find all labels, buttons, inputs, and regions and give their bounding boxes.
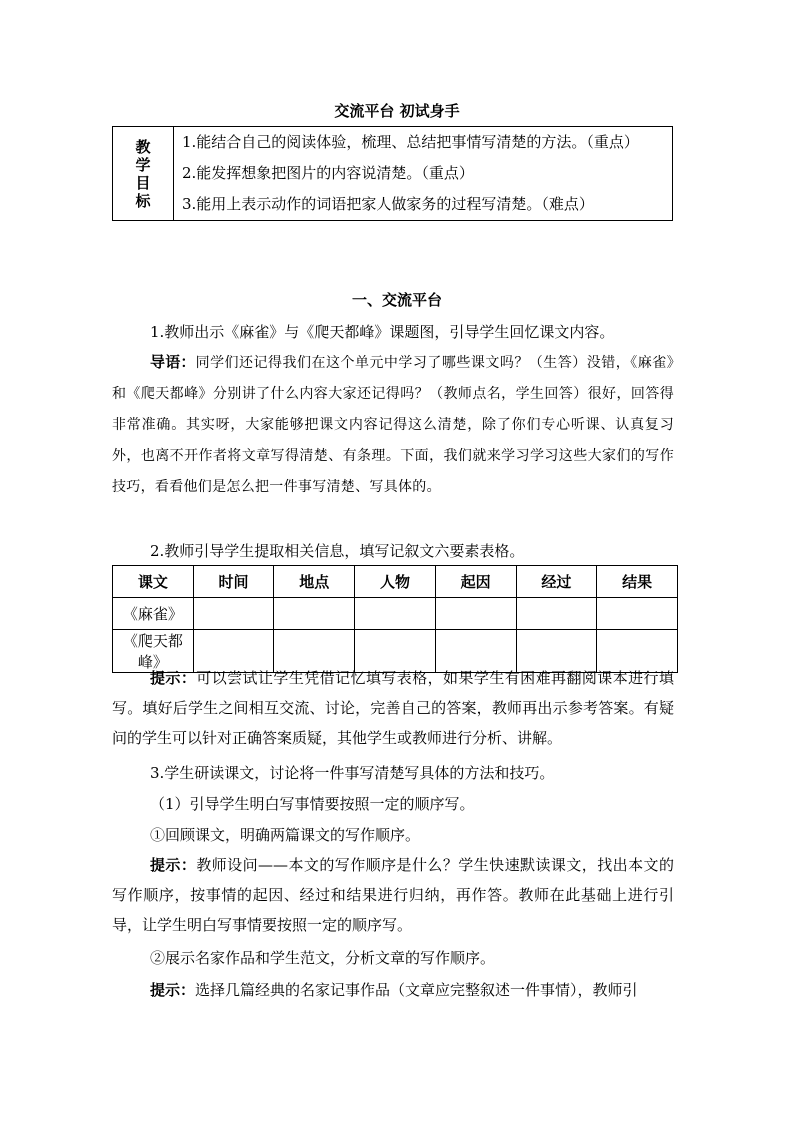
sub-step-1: （1）引导学生明白写事情要按照一定的顺序写。 [150, 795, 475, 813]
intro-paragraph [112, 347, 674, 502]
objectives-label: 教 学 目 标 [113, 127, 174, 221]
table-header: 结果 [597, 566, 678, 598]
step-1: 1.教师出示《麻雀》与《爬天都峰》课题图，引导学生回忆课文内容。 [150, 323, 615, 341]
table-cell [597, 598, 678, 630]
tip-label: 提示： [150, 981, 196, 999]
table-header: 课文 [113, 566, 194, 598]
table-row [113, 598, 678, 630]
tip-text: 选择几篇经典的名家记事作品（文章应完整叙述一件事情），教师引 [195, 981, 638, 999]
table-cell-title: 《爬天都峰》 [113, 630, 194, 673]
tip-text: 教师设问——本文的写作顺序是什么？学生快速默读课文，找出本文的写作顺序，按事情的起因、经过和结果进行归纳，再作答。教师在此基础上进行引导，让学生明白写事情要按照一定的顺序写。 [112, 856, 674, 934]
table-header: 起因 [435, 566, 516, 598]
table-cell-title: 《麻雀》 [113, 598, 194, 630]
table-cell [193, 598, 274, 630]
objective-item: 2.能发挥想象把图片的内容说清楚。（重点） [182, 164, 474, 182]
circle-step-2: ②展示名家作品和学生范文，分析文章的写作顺序。 [150, 949, 496, 967]
table-header: 地点 [274, 566, 355, 598]
tip-3 [112, 975, 674, 1005]
table-header: 经过 [516, 566, 597, 598]
six-elements-table [112, 565, 678, 673]
step-3: 3.学生研读课文，讨论将一件事写清楚写具体的方法和技巧。 [150, 764, 555, 782]
table-header: 时间 [193, 566, 274, 598]
step-2: 2.教师引导学生提取相关信息，填写记叙文六要素表格。 [150, 542, 525, 560]
section-title: 一、交流平台 [351, 291, 442, 309]
table-header: 人物 [355, 566, 436, 598]
circle-step-1: ①回顾课文，明确两篇课文的写作顺序。 [150, 826, 421, 844]
table-cell [274, 598, 355, 630]
table-cell [355, 598, 436, 630]
intro-text: 同学们还记得我们在这个单元中学习了哪些课文吗？（生答）没错，《麻雀》和《爬天都峰》分别讲了什么内容大家还记得吗？（教师点名，学生回答）很好，回答得非常准确。其实呀，大家能够把课文内容记得这么清楚，除了你们专心听课、认真复习外，也离不开作者将文章写得清楚、有条理。下面，我们就来学习学习这些大家们的写作技巧，看看他们是怎么把一件事写清楚、写具体的。 [112, 355, 674, 495]
objective-item: 3.能用上表示动作的词语把家人做家务的过程写清楚。（难点） [182, 195, 594, 213]
page-title: 交流平台 初试身手 [334, 102, 460, 120]
objective-item: 1.能结合自己的阅读体验，梳理、总结把事情写清楚的方法。（重点） [182, 133, 639, 151]
table-cell [435, 598, 516, 630]
intro-label: 导语： [150, 353, 196, 371]
table-cell [516, 598, 597, 630]
objectives-table [112, 126, 673, 221]
tip-1 [112, 663, 674, 753]
objectives-list [174, 127, 673, 221]
tip-text: 可以尝试让学生凭借记忆填写表格，如果学生有困难再翻阅课本进行填写。填好后学生之间相互交流、讨论，完善自己的答案，教师再出示参考答案。有疑问的学生可以针对正确答案质疑，其他学生或教师进行分析、讲解。 [112, 669, 674, 747]
tip-2 [112, 850, 674, 940]
tip-label: 提示： [150, 669, 197, 687]
tip-label: 提示： [150, 856, 197, 874]
